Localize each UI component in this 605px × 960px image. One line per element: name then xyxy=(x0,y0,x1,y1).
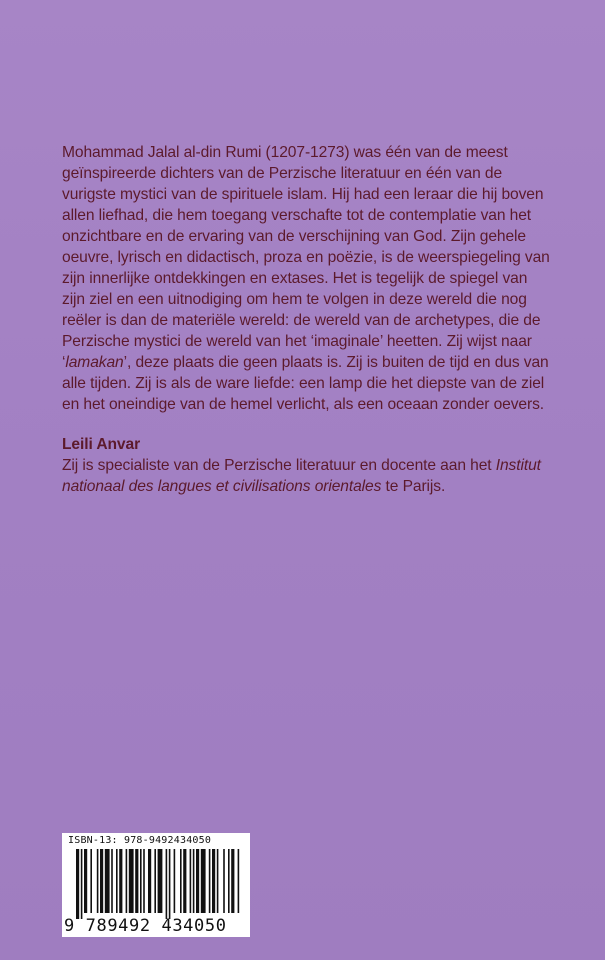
rumi-description-paragraph xyxy=(62,142,552,415)
isbn-barcode xyxy=(62,833,250,937)
barcode-bar xyxy=(190,849,192,913)
barcode-bar xyxy=(209,849,211,913)
barcode-bar xyxy=(81,849,83,919)
barcode-bar xyxy=(238,849,240,913)
rumi-description-part-2: ’, deze plaats die geen plaats is. Zij is buiten de tijd en dus van alle tijden. Zij is als de ware liefde: een lamp die het diepste van de ziel en het oneindige van de hemel verlicht, als een oceaan zonder oevers. xyxy=(62,354,549,413)
barcode-bar xyxy=(166,849,168,919)
author-bio xyxy=(62,455,552,497)
barcode-bar xyxy=(135,849,138,913)
barcode-bar xyxy=(140,849,142,913)
barcode-bar xyxy=(129,849,134,913)
barcode-bar xyxy=(212,849,215,913)
barcode-bar xyxy=(228,849,230,913)
barcode-bar xyxy=(174,849,176,913)
institute-name: Institut nationaal des langues et civilisations orientales xyxy=(62,457,541,495)
isbn-label: ISBN-13: 978-9492434050 xyxy=(68,835,212,846)
barcode-bar xyxy=(223,849,225,913)
barcode-bar xyxy=(105,849,110,913)
barcode-bar xyxy=(90,849,92,913)
barcode-bar xyxy=(126,849,128,913)
barcode-bar xyxy=(169,849,171,919)
barcode-bar xyxy=(154,849,156,913)
barcode-bar xyxy=(111,849,113,913)
author-name: Leili Anvar xyxy=(62,436,141,453)
rumi-description-part-1: Mohammad Jalal al-din Rumi (1207-1273) was één van de meest geïnspireerde dichters van de Perzische literatuur en één van de vurigste mystici van de spirituele islam. Hij had een leraar die hij boven allen liefhad, die hem toegang verschafte tot de contemplatie van het onzichtbare en de ervaring van de verschijning van God. Zijn gehele oeuvre, lyrisch en didactisch, proza en poëzie, is de weerspiegeling van zijn innerlijke ontdekkingen en extases. Het is tegelijk de spiegel van zijn ziel en een uitnodiging om hem te volgen in deze wereld die nog reëler is dan de materiële wereld: de wereld van de archetypes, die de Perzische mystici de wereld van het ‘imaginale’ heetten. Zij wijst naar ‘ xyxy=(62,144,550,371)
author-bio-part-1: Zij is specialiste van de Perzische literatuur en docente aan het xyxy=(62,457,496,474)
lamakan-term: lamakan xyxy=(65,354,124,371)
barcode-bar xyxy=(180,849,182,913)
barcode-bar xyxy=(201,849,206,913)
barcode-bar xyxy=(76,849,79,919)
barcode-bar xyxy=(193,849,195,913)
barcode-bar xyxy=(196,849,199,913)
blurb-text-block xyxy=(62,142,552,497)
barcode-bar xyxy=(231,849,234,913)
barcode-bar xyxy=(116,849,118,913)
barcode-bar xyxy=(158,849,163,913)
barcode-bar xyxy=(143,849,145,913)
barcode-bar xyxy=(97,849,99,913)
barcode-bar xyxy=(183,849,186,913)
barcode-bar xyxy=(148,849,151,913)
barcode-bar xyxy=(217,849,219,913)
author-bio-part-2: te Parijs. xyxy=(381,478,446,495)
barcode-bar xyxy=(84,849,87,913)
barcode-bar xyxy=(100,849,103,913)
barcode-digits: 9 789492 434050 xyxy=(64,916,227,936)
barcode-bar xyxy=(119,849,122,913)
